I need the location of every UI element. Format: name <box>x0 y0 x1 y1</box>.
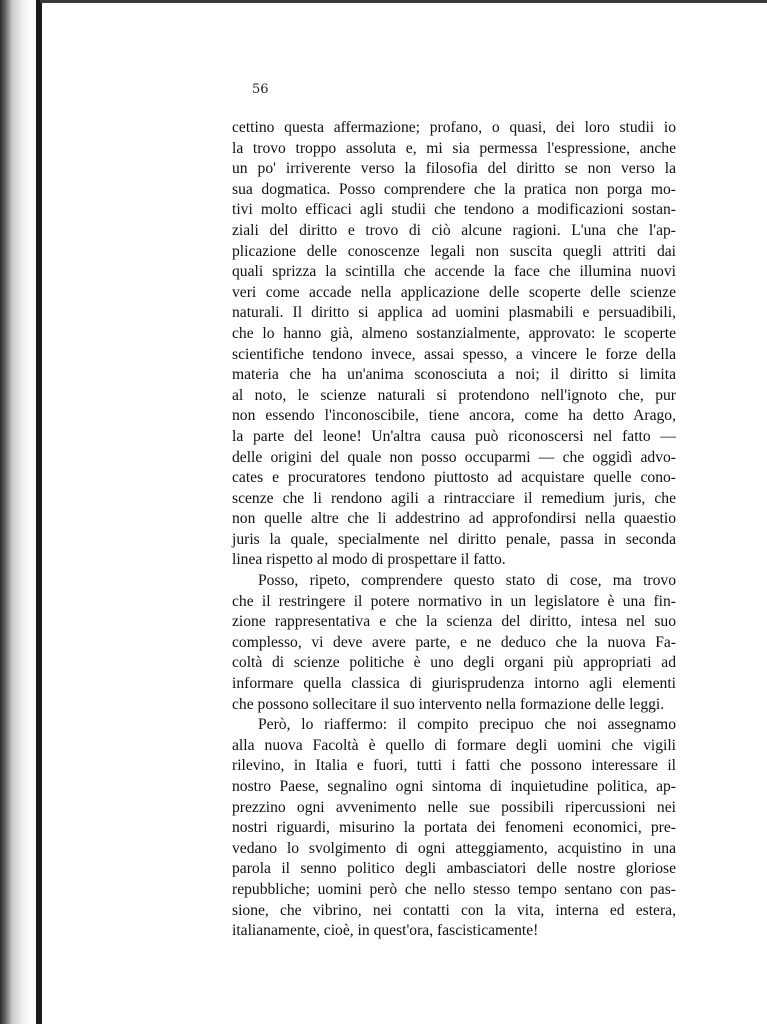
text-line: scientifiche tendono invece, assai spesso, a vincere le forze della <box>232 345 676 363</box>
text-line: che il restringere il potere normativo in un legislatore è una fin- <box>232 592 676 610</box>
text-line: veri come accade nella applicazione delle scoperte delle scienze <box>232 283 676 301</box>
text-line: sua dogmatica. Posso comprendere che la pratica non porga mo- <box>232 180 676 198</box>
scan-binding-shadow <box>0 0 40 1024</box>
text-line: plicazione delle conoscenze legali non suscita quegli attriti dai <box>232 242 676 260</box>
text-line: che lo hanno già, almeno sostanzialmente, approvato: le scoperte <box>232 324 676 342</box>
text-line: rilevino, in Italia e fuori, tutti i fatti che possono interessare il <box>232 757 676 775</box>
text-line: un po' irriverente verso la filosofia del diritto se non verso la <box>232 160 676 178</box>
text-line: prezzino ogni avvenimento nelle sue possibili ripercussioni nei <box>232 798 676 816</box>
text-line: la parte del leone! Un'altra causa può riconoscersi nel fatto — <box>232 427 676 445</box>
paragraph <box>232 715 676 942</box>
text-line: al noto, le scienze naturali si protendono nell'ignoto che, pur <box>232 386 676 404</box>
text-line: vedano lo svolgimento di ogni atteggiamento, acquistino in una <box>232 839 676 857</box>
scan-top-edge <box>40 0 767 3</box>
text-line: naturali. Il diritto si applica ad uomini plasmabili e persuadibili, <box>232 304 676 322</box>
text-line: sione, che vibrino, nei contatti con la vita, interna ed estera, <box>232 901 676 919</box>
text-line: cates e procuratores tendono piuttosto ad acquistare quelle cono- <box>232 469 676 487</box>
body-text <box>232 118 676 942</box>
paragraph <box>232 118 676 571</box>
text-line: parola il senno politico degli ambasciatori delle nostre gloriose <box>232 860 676 878</box>
text-line: ziali del diritto e trovo di ciò alcune ragioni. L'una che l'ap- <box>232 221 676 239</box>
page-number: 56 <box>252 82 269 97</box>
text-line: delle origini del quale non posso occuparmi — che oggidì advo- <box>232 448 676 466</box>
text-line: repubbliche; uomini però che nello stesso tempo sentano con pas- <box>232 880 676 898</box>
text-line: complesso, vi deve avere parte, e ne deduco che la nuova Fa- <box>232 633 676 651</box>
text-line: zione rappresentativa e che la scienza del diritto, intesa nel suo <box>232 613 676 631</box>
text-line: nostri riguardi, misurino la portata dei fenomeni economici, pre- <box>232 819 676 837</box>
text-line: non essendo l'inconoscibile, tiene ancora, come ha detto Arago, <box>232 407 676 425</box>
text-line: linea rispetto al modo di prospettare il fatto. <box>232 551 506 569</box>
scan-binding-edge <box>36 0 42 1024</box>
text-line: alla nuova Facoltà è quello di formare degli uomini che vigili <box>232 736 676 754</box>
text-line: cettino questa affermazione; profano, o quasi, dei loro studii io <box>232 119 676 136</box>
text-line: quali sprizza la scintilla che accende la face che illumina nuovi <box>232 263 676 281</box>
text-line: Però, lo riaffermo: il compito precipuo che noi assegnamo <box>258 716 676 734</box>
text-line: che possono sollecitare il suo intervento nella formazione delle leggi. <box>232 695 665 713</box>
text-line: italianamente, cioè, in quest'ora, fascisticamente! <box>232 922 539 940</box>
text-line: coltà di scienze politiche è uno degli organi più appropriati ad <box>232 654 676 672</box>
text-line: tivi molto efficaci agli studii che tendono a modificazioni sostan- <box>232 201 676 219</box>
text-line: scenze che li rendono agili a rintracciare il remedium juris, che <box>232 489 676 507</box>
paragraph <box>232 571 676 715</box>
text-line: informare quella classica di giurisprudenza intorno agli elementi <box>232 675 676 693</box>
text-line: materia che ha un'anima sconosciuta a noi; il diritto si limita <box>232 366 676 384</box>
text-line: juris la quale, specialmente nel diritto penale, passa in seconda <box>232 530 676 548</box>
text-line: Posso, ripeto, comprendere questo stato di cose, ma trovo <box>258 572 676 590</box>
text-line: la trovo troppo assoluta e, mi sia permessa l'espressione, anche <box>232 139 676 157</box>
text-line: nostro Paese, segnalino ogni sintoma di inquietudine politica, ap- <box>232 778 676 795</box>
text-line: non quelle altre che li addestrino ad approfondirsi nella quaestio <box>232 510 676 528</box>
